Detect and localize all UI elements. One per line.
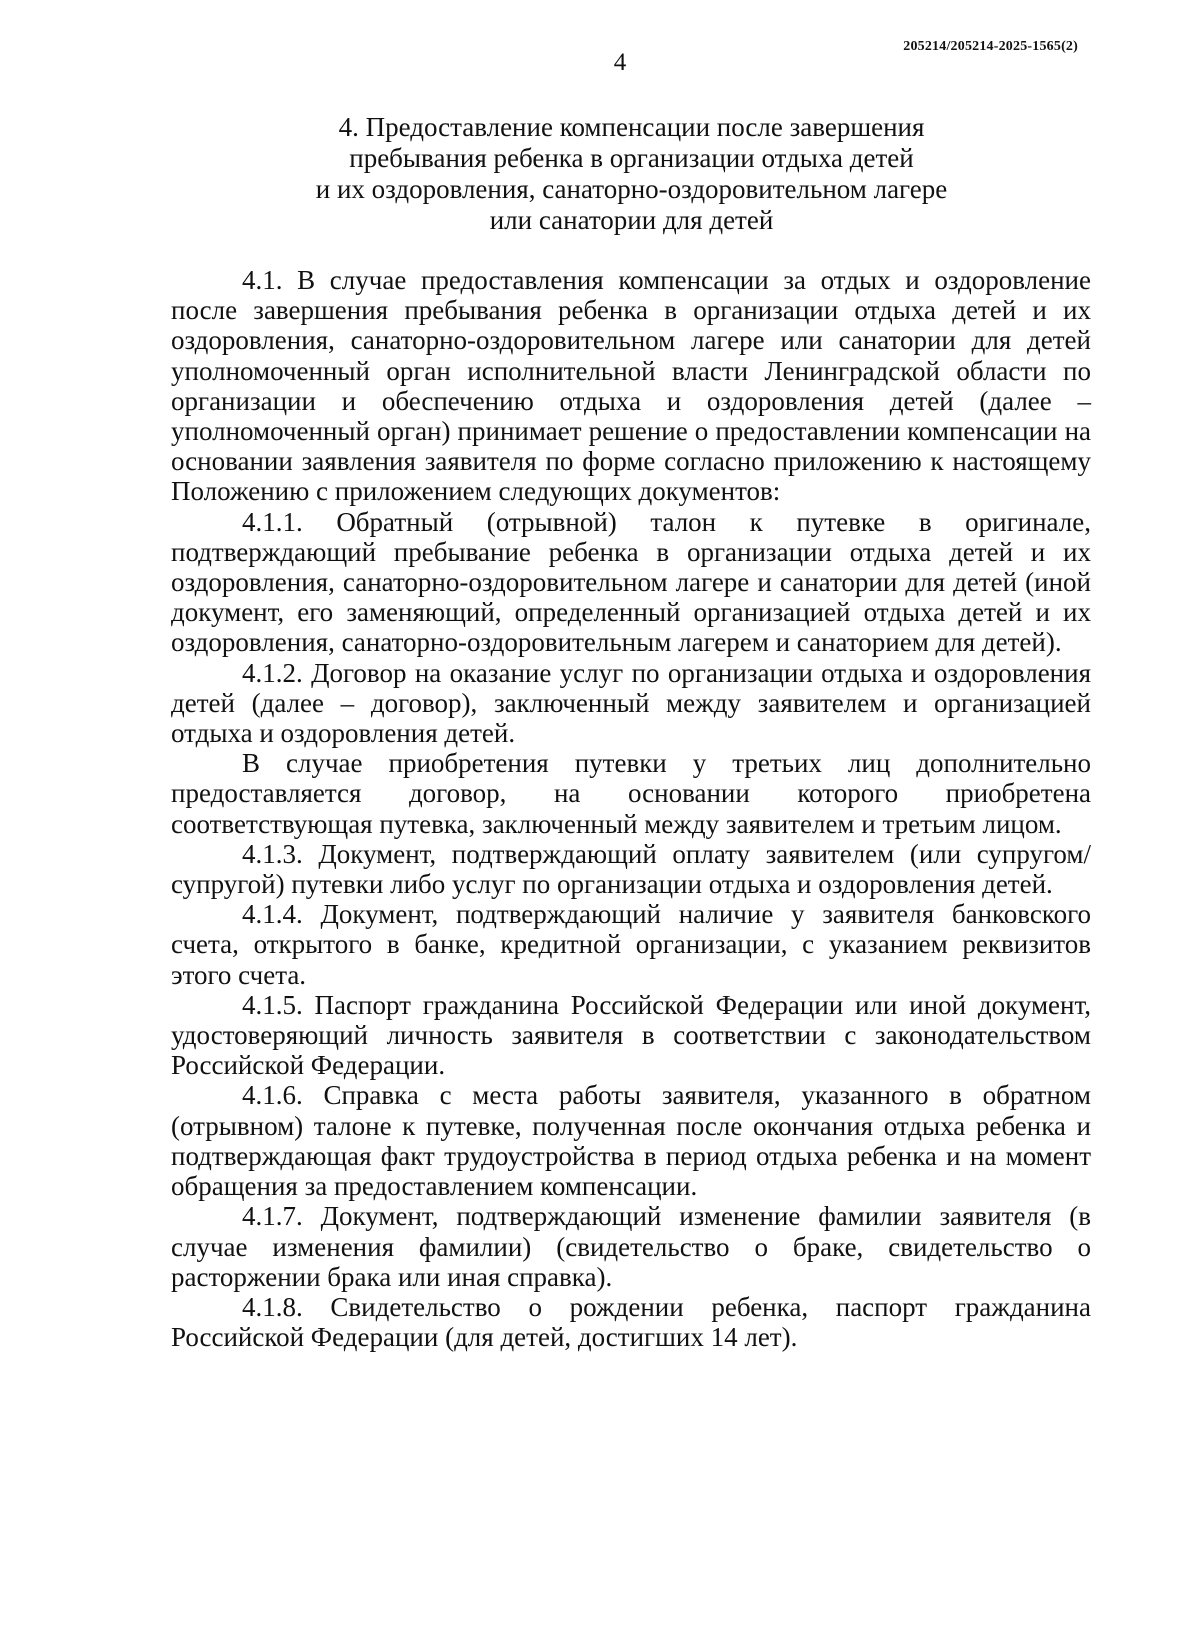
paragraph-4-1-1: 4.1.1. Обратный (отрывной) талон к путевке в оригинале, подтверждающий пребывание ребенка в организации отдыха детей и их оздоровления, санаторно-оздоровительном лагере и санатории для детей (иной документ, его заменяющий, определенный организацией отдыха детей и их оздоровления, санаторно-оздоровительным лагерем и санаторием для детей).	[171, 506, 1091, 658]
section-heading	[170, 112, 1093, 236]
paragraph-4-1: 4.1. В случае предоставления компенсации за отдых и оздоровление после завершения пребывания ребенка в организации отдыха детей и их оздоровления, санаторно-оздоровительном лагере или санатории для детей уполномоченный орган исполнительной власти Ленинградской области по организации и обеспечению отдыха и оздоровления детей (далее – уполномоченный орган) принимает решение о предоставлении компенсации на основании заявления заявителя по форме согласно приложению к настоящему Положению с приложением следующих документов:	[171, 265, 1091, 507]
paragraph-4-1-7: 4.1.7. Документ, подтверждающий изменение фамилии заявителя (в случае изменения фамилии) (свидетельство о браке, свидетельство о расторжении брака или иная справка).	[171, 1201, 1091, 1292]
paragraph-4-1-3: 4.1.3. Документ, подтверждающий оплату заявителем (или супругом/супругой) путевки либо услуг по организации отдыха и оздоровления детей.	[171, 838, 1091, 900]
paragraph-4-1-5: 4.1.5. Паспорт гражданина Российской Федерации или иной документ, удостоверяющий личность заявителя в соответствии с законодательством Российской Федерации.	[171, 989, 1091, 1081]
paragraph-4-1-4: 4.1.4. Документ, подтверждающий наличие у заявителя банковского счета, открытого в банке, кредитной организации, с указанием реквизитов этого счета.	[171, 899, 1091, 990]
heading-line: и их оздоровления, санаторно-оздоровительном лагере	[315, 174, 948, 204]
paragraph-4-1-6: 4.1.6. Справка с места работы заявителя, указанного в обратном (отрывном) талоне к путевке, полученная после окончания отдыха ребенка и подтверждающая факт трудоустройства в период отдыха ребенка и на момент обращения за предоставлением компенсации.	[171, 1080, 1091, 1202]
heading-line: 4. Предоставление компенсации после завершения	[338, 112, 925, 142]
document-id: 205214/205214-2025-1565(2)	[903, 39, 1078, 54]
document-body	[171, 265, 1091, 1352]
heading-line: или санатории для детей	[489, 205, 774, 235]
paragraph-4-1-8: 4.1.8. Свидетельство о рождении ребенка, паспорт гражданина Российской Федерации (для детей, достигших 14 лет).	[171, 1291, 1091, 1353]
page-number: 4	[613, 49, 627, 76]
paragraph-4-1-2: 4.1.2. Договор на оказание услуг по организации отдыха и оздоровления детей (далее – договор), заключенный между заявителем и организацией отдыха и оздоровления детей.	[171, 657, 1091, 749]
heading-line: пребывания ребенка в организации отдыха детей	[349, 143, 914, 173]
paragraph-third-party: В случае приобретения путевки у третьих лиц дополнительно предоставляется договор, на основании которого приобретена соответствующая путевка, заключенный между заявителем и третьим лицом.	[171, 748, 1091, 839]
